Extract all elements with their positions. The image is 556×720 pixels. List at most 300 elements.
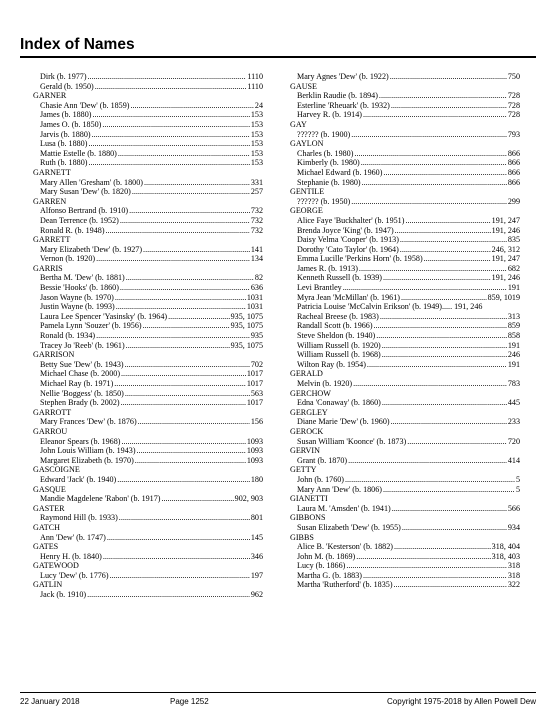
dot-leader <box>383 485 515 495</box>
entry-pages: 682 <box>507 263 520 273</box>
dot-leader <box>120 283 250 293</box>
entry-pages: 24 <box>254 100 263 110</box>
entry-name: Dean Terrence (b. 1952) <box>40 215 119 225</box>
entry-name: Susan Elizabeth 'Dew' (b. 1955) <box>297 522 401 532</box>
dot-leader <box>116 302 246 312</box>
dot-leader <box>125 389 250 399</box>
entry-pages: 732 <box>250 215 263 225</box>
dot-leader <box>400 245 491 255</box>
entry-pages: 313 <box>507 311 520 321</box>
entry-name: Dirk (b. 1977) <box>40 72 87 81</box>
index-entry <box>290 293 520 303</box>
surname-heading: GERCHOW <box>290 388 331 398</box>
surname-heading: GARRIS <box>33 263 63 273</box>
index-entry <box>290 312 520 322</box>
entry-pages: 750 <box>507 72 520 81</box>
index-entry <box>33 341 263 351</box>
entry-pages: 191 <box>507 283 520 293</box>
index-entry <box>33 513 263 523</box>
entry-pages: 1017 <box>246 398 263 408</box>
entry-pages: 145 <box>250 532 263 542</box>
entry-pages: 156 <box>250 417 263 427</box>
entry-pages: 859 <box>507 321 520 331</box>
entry-name: James (b. 1880) <box>40 110 92 120</box>
entry-name: Michael Edward (b. 1960) <box>297 167 383 177</box>
entry-pages: 1093 <box>246 436 263 446</box>
index-entry <box>33 158 263 168</box>
entry-pages: 153 <box>250 139 263 149</box>
surname-heading: GERALD <box>290 369 323 379</box>
index-entry <box>33 398 263 408</box>
entry-name: Edna 'Conaway' (b. 1860) <box>297 398 381 408</box>
surname-heading: GAY <box>290 119 307 129</box>
index-entry <box>33 110 263 120</box>
entry-pages: 318 <box>507 570 520 580</box>
entry-name: Daisy Velma 'Cooper' (b. 1913) <box>297 235 399 245</box>
entry-pages: 1031 <box>246 292 263 302</box>
entry-name: Laura M. 'Amsden' (b. 1941) <box>297 503 391 513</box>
index-entry <box>290 91 520 101</box>
index-entry <box>290 331 520 341</box>
entry-name: Margaret Elizabeth (b. 1970) <box>40 455 134 465</box>
entry-name: Nellie 'Boggess' (b. 1850) <box>40 388 124 398</box>
entry-pages: 318, 403 <box>491 551 520 561</box>
dot-leader <box>362 178 507 188</box>
index-entry <box>290 360 520 370</box>
dot-leader <box>407 437 507 447</box>
entry-name: John M. (b. 1869) <box>297 551 356 561</box>
surname-heading: GATES <box>33 542 59 552</box>
dot-leader <box>126 273 254 283</box>
entry-pages: 835 <box>507 235 520 245</box>
index-entry <box>33 590 263 600</box>
dot-leader <box>379 91 507 101</box>
index-entry: Patricia Louise 'McCalvin Erikson' (b. 1949)..... 191, 246 <box>297 302 483 312</box>
entry-pages: 180 <box>250 474 263 484</box>
entry-pages: 318, 404 <box>491 542 520 552</box>
index-entry <box>33 82 263 92</box>
entry-pages: 233 <box>507 417 520 427</box>
entry-name: Michael Ray (b. 1971) <box>40 379 114 388</box>
dot-leader <box>115 293 246 303</box>
entry-pages: 866 <box>507 148 520 158</box>
entry-pages: 935, 1075 <box>230 340 263 350</box>
dot-leader <box>367 360 507 370</box>
surname-heading: GARNER <box>33 91 67 101</box>
entry-pages: 801 <box>250 513 263 523</box>
entry-name: Jarvis (b. 1880) <box>40 129 91 139</box>
entry-name: Stephanie (b. 1980) <box>297 177 361 187</box>
entry-name: Bertha M. 'Dew' (b. 1881) <box>40 273 125 283</box>
dot-leader <box>88 72 247 82</box>
index-entry <box>290 101 520 111</box>
entry-pages: 331 <box>250 177 263 187</box>
entry-name: Alice B. 'Kesterson' (b. 1882) <box>297 542 393 552</box>
dot-leader <box>119 513 250 523</box>
index-entry <box>290 504 520 514</box>
dot-leader <box>138 417 250 427</box>
dot-leader <box>121 437 245 447</box>
dot-leader <box>135 456 246 466</box>
index-entry <box>33 475 263 485</box>
dot-leader <box>351 197 507 207</box>
entry-name: Mary Agnes 'Dew' (b. 1922) <box>297 72 389 81</box>
entry-name: Ann 'Dew' (b. 1747) <box>40 532 106 542</box>
entry-pages: 783 <box>507 379 520 388</box>
dot-leader <box>383 168 506 178</box>
entry-name: Mary Allen 'Gresham' (b. 1800) <box>40 177 143 187</box>
entry-pages: 1110 <box>247 72 263 81</box>
dot-leader <box>88 139 249 149</box>
dot-leader <box>92 130 250 140</box>
entry-pages: 728 <box>507 91 520 101</box>
index-entry <box>33 283 263 293</box>
entry-pages: 728 <box>507 100 520 110</box>
entry-name: William Russell (b. 1968) <box>297 350 381 360</box>
index-entry <box>290 523 520 533</box>
index-entry <box>290 417 520 427</box>
dot-leader <box>92 110 249 120</box>
entry-name: Bessie 'Hooks' (b. 1860) <box>40 283 119 293</box>
entry-name: Berklin Raudie (b. 1894) <box>297 91 378 101</box>
dot-leader <box>394 580 507 590</box>
entry-pages: 934 <box>507 522 520 532</box>
entry-name: ?????? (b. 1950) <box>297 196 351 206</box>
index-entry <box>290 235 520 245</box>
entry-name: John (b. 1760) <box>297 474 344 484</box>
dot-leader <box>382 398 507 408</box>
dot-leader <box>144 178 250 188</box>
index-entry <box>33 552 263 562</box>
entry-name: Pamela Lynn 'Souzer' (b. 1956) <box>40 321 142 331</box>
index-entry <box>290 245 520 255</box>
dot-leader <box>402 523 507 533</box>
dot-leader <box>125 360 250 370</box>
surname-heading: GARREN <box>33 196 67 206</box>
entry-name: Alice Faye 'Buckhalter' (b. 1951) <box>297 215 405 225</box>
dot-leader <box>143 321 230 331</box>
entry-name: Henry H. (b. 1840) <box>40 551 102 561</box>
dot-leader <box>354 149 506 159</box>
dot-leader <box>359 264 507 274</box>
index-entry <box>290 437 520 447</box>
index-column-left <box>33 72 263 600</box>
index-entry <box>290 552 520 562</box>
index-entry <box>33 379 263 389</box>
entry-pages: 191, 247 <box>491 215 520 225</box>
surname-heading: GIBBONS <box>290 513 326 523</box>
footer-page-number: Page 1252 <box>170 697 209 706</box>
index-entry <box>33 331 263 341</box>
index-entry <box>290 178 520 188</box>
entry-name: Martha 'Rutherford' (b. 1835) <box>297 580 393 590</box>
entry-name: Michael Chase (b. 2000) <box>40 369 121 379</box>
entry-name: Levi Brantley <box>297 283 342 293</box>
surname-heading: GARROTT <box>33 407 72 417</box>
surname-heading: GASTER <box>33 503 65 513</box>
entry-pages: 153 <box>250 148 263 158</box>
surname-heading: GENTILE <box>290 187 325 197</box>
index-entry <box>290 321 520 331</box>
dot-leader <box>391 101 507 111</box>
entry-name: Wilton Ray (b. 1954) <box>297 359 366 369</box>
entry-name: James R. (b. 1913) <box>297 263 358 273</box>
entry-pages: 866 <box>507 158 520 168</box>
entry-name: Kenneth Russell (b. 1939) <box>297 273 382 283</box>
index-entry <box>33 254 263 264</box>
entry-name: Harvey R. (b. 1914) <box>297 110 362 120</box>
entry-name: William Russell (b. 1920) <box>297 340 381 350</box>
index-entry <box>33 369 263 379</box>
entry-name: ?????? (b. 1900) <box>297 129 351 139</box>
entry-name: Jason Wayne (b. 1970) <box>40 292 114 302</box>
surname-heading: GARRETT <box>33 235 71 245</box>
index-entry <box>33 120 263 130</box>
entry-pages: 153 <box>250 119 263 129</box>
entry-pages: 1017 <box>246 369 263 379</box>
index-entry <box>33 293 263 303</box>
entry-pages: 191, 246 <box>491 273 520 283</box>
dot-leader <box>345 475 515 485</box>
entry-pages: 563 <box>250 388 263 398</box>
entry-name: Martha G. (b. 1883) <box>297 570 362 580</box>
entry-name: Racheal Breese (b. 1983) <box>297 311 379 321</box>
entry-pages: 153 <box>250 129 263 139</box>
dot-leader <box>96 254 250 264</box>
index-entry <box>290 542 520 552</box>
entry-name: Mary Frances 'Dew' (b. 1876) <box>40 417 137 427</box>
entry-name: Lusa (b. 1880) <box>40 139 88 149</box>
index-entry <box>290 226 520 236</box>
entry-pages: 191, 247 <box>491 254 520 264</box>
entry-pages: 322 <box>507 580 520 590</box>
index-entry <box>290 130 520 140</box>
dot-leader <box>137 446 246 456</box>
index-entry <box>290 283 520 293</box>
entry-name: Stephen Brady (b. 2002) <box>40 398 120 408</box>
index-entry <box>33 245 263 255</box>
surname-heading: GEROCK <box>290 426 324 436</box>
entry-name: Lucy (b. 1866) <box>297 561 346 571</box>
index-column-right <box>290 72 520 590</box>
dot-leader <box>376 331 507 341</box>
entry-pages: 702 <box>250 359 263 369</box>
index-entry <box>290 216 520 226</box>
index-entry <box>33 187 263 197</box>
entry-pages: 728 <box>507 110 520 120</box>
index-entry <box>33 446 263 456</box>
dot-leader <box>424 254 491 264</box>
index-entry <box>290 197 520 207</box>
entry-pages: 1093 <box>246 455 263 465</box>
entry-pages: 134 <box>250 254 263 264</box>
entry-pages: 5 <box>515 474 520 484</box>
dot-leader <box>401 293 487 303</box>
dot-leader <box>88 158 249 168</box>
entry-name: Mary Susan 'Dew' (b. 1820) <box>40 187 131 197</box>
index-entry <box>290 273 520 283</box>
dot-leader <box>356 552 490 562</box>
entry-pages: 346 <box>250 551 263 561</box>
surname-heading: GERGLEY <box>290 407 328 417</box>
entry-pages: 246 <box>507 350 520 360</box>
index-entry <box>33 456 263 466</box>
dot-leader <box>130 101 253 111</box>
entry-name: Kimberly (b. 1980) <box>297 158 360 168</box>
index-entry <box>290 456 520 466</box>
entry-pages: 299 <box>507 196 520 206</box>
surname-heading: GEORGE <box>290 206 323 216</box>
entry-pages: 318 <box>507 561 520 571</box>
entry-pages: 859, 1019 <box>487 292 520 302</box>
dot-leader <box>87 590 250 600</box>
index-entry <box>33 302 263 312</box>
entry-pages: 257 <box>250 187 263 197</box>
index-entry <box>290 254 520 264</box>
surname-heading: GASQUE <box>33 484 66 494</box>
entry-name: Mandie Magdelene 'Rabon' (b. 1917) <box>40 494 161 504</box>
dot-leader <box>374 321 507 331</box>
surname-heading: GAUSE <box>290 81 317 91</box>
index-entry <box>290 475 520 485</box>
surname-heading: GASCOIGNE <box>33 465 80 475</box>
index-entry <box>290 72 520 82</box>
entry-pages: 1110 <box>247 81 263 91</box>
dot-leader <box>96 331 250 341</box>
entry-name: Betty Sue 'Dew' (b. 1943) <box>40 359 124 369</box>
footer-rule <box>20 692 536 693</box>
index-entry <box>33 101 263 111</box>
index-entry <box>290 571 520 581</box>
dot-leader <box>132 187 250 197</box>
entry-name: Diane Marie 'Dew' (b. 1960) <box>297 417 390 427</box>
footer-copyright: Copyright 1975-2018 by Allen Powell Dew <box>387 697 536 706</box>
entry-pages: 197 <box>250 570 263 580</box>
index-entry <box>33 494 263 504</box>
dot-leader <box>348 456 507 466</box>
dot-leader <box>121 369 246 379</box>
dot-leader <box>363 110 507 120</box>
entry-name: Alfonso Bertrand (b. 1910) <box>40 206 129 216</box>
entry-pages: 246, 312 <box>491 244 520 254</box>
entry-name: Tracey Jo 'Reeb' (b. 1961) <box>40 340 125 350</box>
index-entry <box>33 533 263 543</box>
entry-pages: 732 <box>250 225 263 235</box>
index-entry <box>33 312 263 322</box>
footer-date: 22 January 2018 <box>20 697 80 706</box>
index-entry <box>290 264 520 274</box>
entry-name: Randall Scott (b. 1966) <box>297 321 373 331</box>
entry-name: Ronald (b. 1934) <box>40 331 96 341</box>
entry-pages: 5 <box>515 484 520 494</box>
index-entry <box>33 130 263 140</box>
index-entry <box>290 341 520 351</box>
entry-name: Emma Lucille 'Perkins Horn' (b. 1958) <box>297 254 423 264</box>
index-entry <box>33 417 263 427</box>
entry-pages: 414 <box>507 455 520 465</box>
entry-name: Esterline 'Rheuark' (b. 1932) <box>297 100 390 110</box>
surname-heading: GATCH <box>33 522 60 532</box>
entry-name: Ruth (b. 1880) <box>40 158 88 168</box>
dot-leader <box>143 245 250 255</box>
surname-heading: GATLIN <box>33 580 63 590</box>
entry-pages: 636 <box>250 283 263 293</box>
entry-name: Edward 'Jack' (b. 1940) <box>40 474 117 484</box>
entry-pages: 445 <box>507 398 520 408</box>
index-entry <box>33 72 263 82</box>
entry-pages: 1093 <box>246 446 263 456</box>
index-entry <box>33 437 263 447</box>
surname-heading: GATEWOOD <box>33 561 79 571</box>
dot-leader <box>161 494 233 504</box>
entry-name: Myra Jean 'McMillan' (b. 1961) <box>297 292 400 302</box>
entry-name: Gerald (b. 1950) <box>40 81 94 91</box>
entry-pages: 866 <box>507 177 520 187</box>
entry-pages: 720 <box>507 436 520 446</box>
dot-leader <box>103 552 250 562</box>
entry-name: Susan William 'Koonce' (b. 1873) <box>297 436 407 446</box>
dot-leader <box>168 312 230 322</box>
entry-pages: 153 <box>250 158 263 168</box>
index-entry <box>33 389 263 399</box>
index-entry <box>290 485 520 495</box>
entry-pages: 1017 <box>246 379 263 388</box>
index-entry <box>33 273 263 283</box>
entry-name: Melvin (b. 1920) <box>297 379 353 388</box>
entry-name: Mattie Estelle (b. 1880) <box>40 148 117 158</box>
dot-leader <box>126 341 230 351</box>
entry-pages: 191 <box>507 340 520 350</box>
entry-pages: 935, 1075 <box>230 321 263 331</box>
dot-leader <box>102 120 249 130</box>
index-entry <box>33 216 263 226</box>
entry-name: Lucy 'Dew' (b. 1776) <box>40 570 109 580</box>
entry-pages: 866 <box>507 167 520 177</box>
page-title: Index of Names <box>20 36 135 53</box>
entry-name: Steve Sheldon (b. 1940) <box>297 331 376 341</box>
surname-heading: GARRISON <box>33 350 75 360</box>
dot-leader <box>382 350 507 360</box>
dot-leader <box>361 158 507 168</box>
index-entry <box>290 168 520 178</box>
dot-leader <box>351 130 507 140</box>
entry-name: Ronald R. (b. 1948) <box>40 225 105 235</box>
entry-name: Charles (b. 1980) <box>297 148 354 158</box>
entry-name: Jack (b. 1910) <box>40 590 87 600</box>
index-entry <box>290 379 520 389</box>
surname-heading: GARROU <box>33 426 68 436</box>
dot-leader <box>405 216 490 226</box>
entry-pages: 793 <box>507 129 520 139</box>
dot-leader <box>129 206 250 216</box>
entry-name: Dorothy 'Cato Taylor' (b. 1964) <box>297 244 399 254</box>
entry-pages: 141 <box>250 244 263 254</box>
dot-leader <box>346 561 507 571</box>
dot-leader <box>383 273 491 283</box>
entry-pages: 935, 1075 <box>230 311 263 321</box>
surname-heading: GERVIN <box>290 446 320 456</box>
surname-heading: GETTY <box>290 465 317 475</box>
entry-name: James O. (b. 1850) <box>40 119 102 129</box>
dot-leader <box>390 72 507 82</box>
entry-pages: 962 <box>250 590 263 600</box>
dot-leader <box>391 417 507 427</box>
dot-leader <box>110 571 250 581</box>
entry-name: Brenda Joyce 'King' (b. 1947) <box>297 225 394 235</box>
index-entry <box>33 206 263 216</box>
entry-name: Justin Wayne (b. 1993) <box>40 302 115 312</box>
dot-leader <box>343 283 507 293</box>
